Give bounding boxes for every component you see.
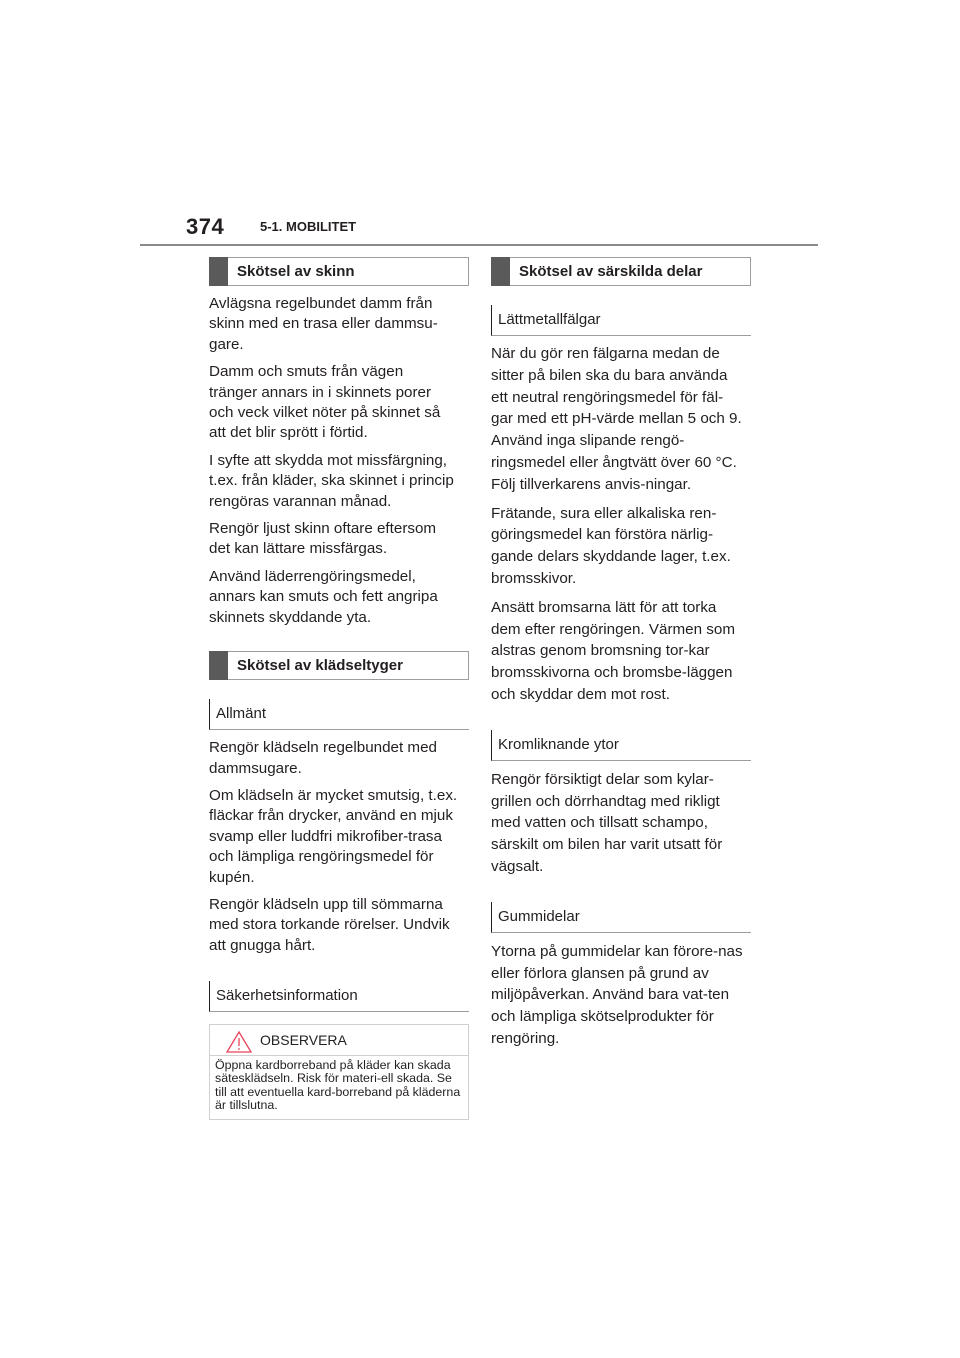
paragraph: Ansätt bromsarna lätt för att torka dem efter rengöringen. Värmen som alstras genom bromsning tor-kar bromsskivorna och bromsbe-läggen och skyddar dem mot rost.: [491, 598, 735, 703]
warning-text: Öppna kardborreband på kläder kan skada sätesklädseln. Risk för materi-ell skada. Se till att eventuella kard-borreband på kläderna är tillslutna.: [215, 1058, 461, 1113]
warning-box: [209, 1024, 469, 1120]
right-column: [491, 257, 751, 1057]
fabric-care-heading-text: Skötsel av klädseltyger: [237, 657, 403, 675]
warning-triangle-icon: [226, 1031, 252, 1053]
paragraph: Rengör klädseln upp till sömmarna med stora torkande rörelser. Undvik att gnugga hårt.: [209, 895, 450, 954]
warning-header: [210, 1025, 468, 1056]
paragraph: Rengör försiktigt delar som kylar-grillen och dörrhandtag med rikligt med vatten och tillsatt schampo, särskilt om bilen har varit utsatt för vägsalt.: [491, 770, 723, 875]
heading-marker: [209, 257, 228, 286]
paragraph: När du gör ren fälgarna medan de sitter på bilen ska du bara använda ett neutral rengöringsmedel för fäl-gar med ett pH-värde mellan 5 och 9. Använd inga slipande rengö-ringsmedel eller ångtvätt över 60 °C. Följ tillverkarens anvis-ningar.: [491, 345, 742, 493]
paragraph: Rengör ljust skinn oftare eftersom det kan lättare missfärgas.: [209, 520, 437, 558]
safety-subheading: [209, 981, 469, 1012]
header-divider: [140, 244, 818, 246]
leather-care-heading: [209, 257, 469, 286]
heading-marker: [491, 257, 510, 286]
paragraph: I syfte att skydda mot missfärgning, t.ex. från kläder, ska skinnet i princip rengöras varannan månad.: [209, 451, 454, 510]
special-parts-heading-text: Skötsel av särskilda delar: [519, 263, 703, 280]
general-subheading-text: Allmänt: [216, 705, 267, 723]
rubber-subheading: [491, 902, 751, 933]
safety-subheading-text: Säkerhetsinformation: [216, 987, 358, 1005]
special-parts-heading: [491, 257, 751, 286]
paragraph: Rengör klädseln regelbundet med dammsugare.: [209, 739, 437, 777]
fabric-care-heading: [209, 651, 469, 680]
chrome-subheading: [491, 730, 751, 761]
page-number: 374: [186, 214, 225, 239]
left-column: [209, 257, 469, 1120]
paragraph: Avlägsna regelbundet damm från skinn med en trasa eller dammsu-gare.: [209, 295, 438, 353]
alloy-wheels-subheading-text: Lättmetallfälgar: [498, 311, 601, 328]
leather-care-heading-text: Skötsel av skinn: [237, 263, 355, 280]
paragraph: Om klädseln är mycket smutsig, t.ex. fläckar från drycker, använd en mjuk svamp eller luddfri mikrofiber-trasa och lämpliga rengöringsmedel för kupén.: [209, 786, 458, 886]
warning-label: OBSERVERA: [260, 1032, 347, 1049]
paragraph: Använd läderrengöringsmedel, annars kan smuts och fett angripa skinnets skyddande yta.: [209, 567, 438, 626]
heading-marker: [209, 651, 228, 680]
paragraph: Damm och smuts från vägen tränger annars in i skinnets porer och veck vilket nöter på skinnet så att det blir sprött i förtid.: [209, 363, 441, 442]
rubber-subheading-text: Gummidelar: [498, 907, 580, 925]
chrome-subheading-text: Kromliknande ytor: [498, 735, 619, 753]
general-subheading: [209, 699, 469, 730]
alloy-wheels-subheading: [491, 305, 751, 336]
paragraph: Ytorna på gummidelar kan förore-nas eller förlora glansen på grund av miljöpåverkan. Använd bara vat-ten och lämpliga skötselprodukter för rengöring.: [491, 942, 743, 1047]
section-title: 5-1. MOBILITET: [260, 219, 357, 234]
paragraph: Frätande, sura eller alkaliska ren-göringsmedel kan förstöra närlig-gande delars skyddande lager, t.ex. bromsskivor.: [491, 504, 731, 587]
